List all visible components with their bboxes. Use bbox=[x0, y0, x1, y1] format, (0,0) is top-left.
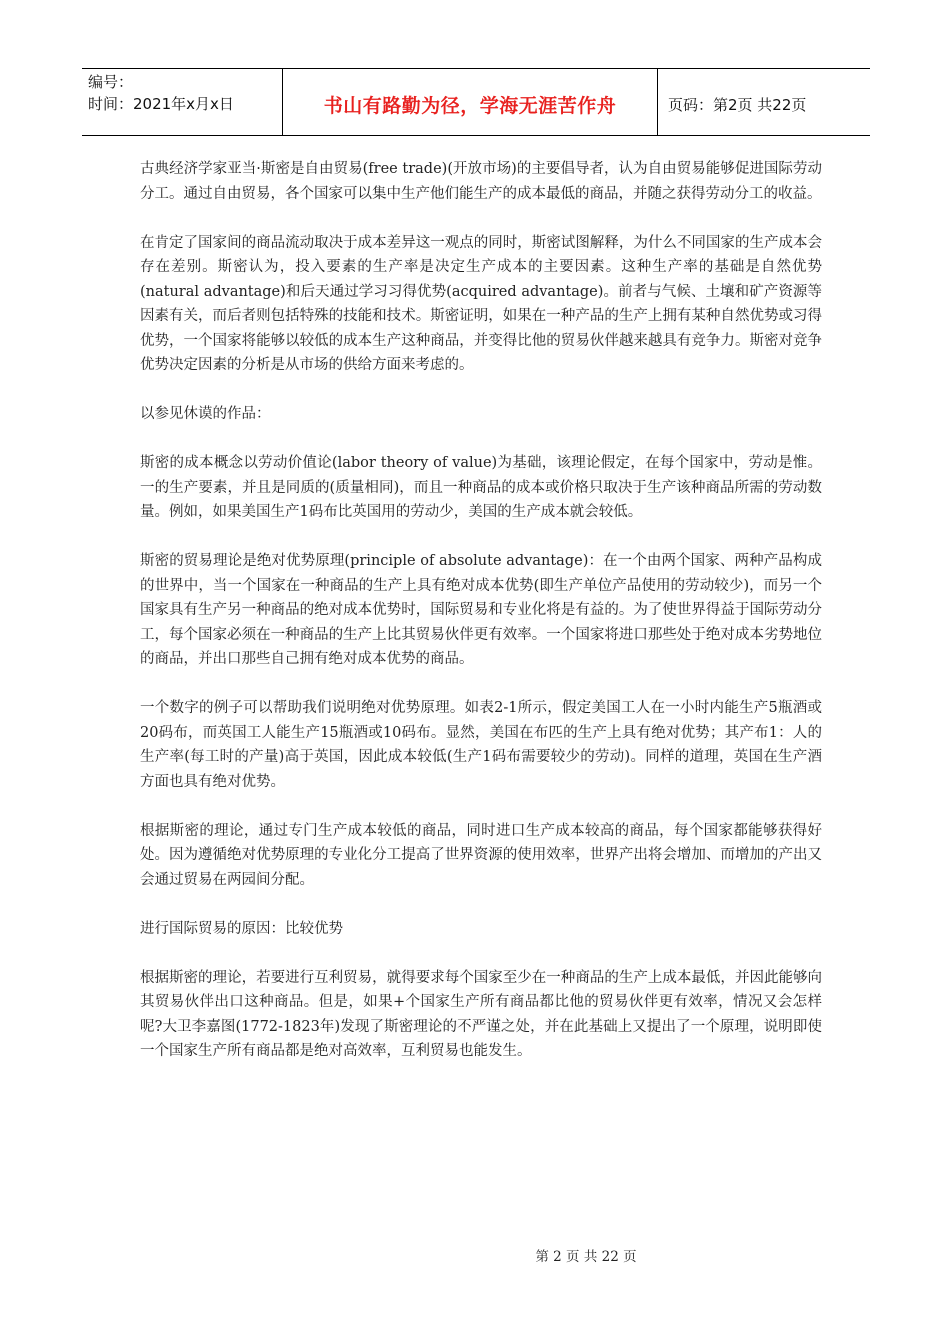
page-header bbox=[82, 68, 870, 136]
date-label: 时间：2021年x月x日 bbox=[88, 95, 234, 113]
header-motto: 书山有路勤为径，学海无涯苦作舟 bbox=[282, 69, 658, 135]
page-footer: 第 2 页 共 22 页 bbox=[535, 1249, 637, 1265]
paragraph: 以参见休谟的作品： bbox=[140, 406, 271, 422]
paragraph: 斯密的成本概念以劳动价值论(labor theory of value)为基础，该理论假定，在每个国家中，劳动是惟。一的生产要素，并且是同质的(质量相同)，而且一种商品的成本或价格只取决于生产该种商品所需的劳动数量。例如，如果美国生产1码布比英国用的劳动少，美国的生产成本就会较低。 bbox=[140, 455, 822, 520]
paragraph: 在肯定了国家间的商品流动取决于成本差异这一观点的同时，斯密试图解释，为什么不同国家的生产成本会存在差别。斯密认为，投入要素的生产率是决定生产成本的主要因素。这种生产率的基础是自然优势(natural advantage)和后天通过学习习得优势(acquired advantage)。前者与气候、土壤和矿产资源等因素有关，而后者则包括特殊的技能和技术。斯密证明，如果在一种产品的生产上拥有某种自然优势或习得优势，一个国家将能够以较低的成本生产这种商品，并变得比他的贸易伙伴越来越具有竞争力。斯密对竞争优势决定因素的分析是从市场的供给方面来考虑的。 bbox=[140, 234, 822, 373]
header-page-number: 页码：第2页 共22页 bbox=[668, 95, 807, 114]
paragraph: 根据斯密的理论，若要进行互利贸易，就得要求每个国家至少在一种商品的生产上成本最低，并因此能够向其贸易伙伴出口这种商品。但是，如果+个国家生产所有商品都比他的贸易伙伴更有效率，情况又会怎样呢?大卫李嘉图(1772-1823年)发现了斯密理论的不严谨之处，并在此基础上又提出了一个原理，说明即使一个国家生产所有商品都是绝对高效率，互利贸易也能发生。 bbox=[140, 969, 822, 1059]
paragraph: 一个数字的例子可以帮助我们说明绝对优势原理。如表2-1所示，假定美国工人在一小时内能生产5瓶酒或20码布，而英国工人能生产15瓶酒或10码布。显然，美国在布匹的生产上具有绝对优势；其产布1：人的生产率(每工时的产量)高于英国，因此成本较低(生产1码布需要较少的劳动)。同样的道理，英国在生产酒方面也具有绝对优势。 bbox=[140, 700, 822, 790]
paragraph: 根据斯密的理论，通过专门生产成本较低的商品，同时进口生产成本较高的商品，每个国家都能够获得好处。因为遵循绝对优势原理的专业化分工提高了世界资源的使用效率，世界产出将会增加、而增加的产出又会通过贸易在两园间分配。 bbox=[140, 822, 822, 888]
section-heading: 进行国际贸易的原因：比较优势 bbox=[140, 920, 343, 937]
paragraph: 古典经济学家亚当·斯密是自由贸易(free trade)(开放市场)的主要倡导者，认为自由贸易能够促进国际劳动分工。通过自由贸易，各个国家可以集中生产他们能生产的成本最低的商品，并随之获得劳动分工的收益。 bbox=[140, 161, 822, 202]
paragraph: 斯密的贸易理论是绝对优势原理(principle of absolute advantage)：在一个由两个国家、两种产品构成的世界中，当一个国家在一种商品的生产上具有绝对成本优势(即生产单位产品使用的劳动较少)，而另一个国家具有生产另一种商品的绝对成本优势时，国际贸易和专业化将是有益的。为了使世界得益于国际劳动分工，每个国家必须在一种商品的生产上比其贸易伙伴更有效率。一个国家将进口那些处于绝对成本劣势地位的商品，并出口那些自己拥有绝对成本优势的商品。 bbox=[140, 553, 822, 667]
document-number-label: 编号： bbox=[88, 73, 134, 91]
document-body bbox=[140, 157, 822, 1088]
header-info bbox=[82, 69, 282, 135]
